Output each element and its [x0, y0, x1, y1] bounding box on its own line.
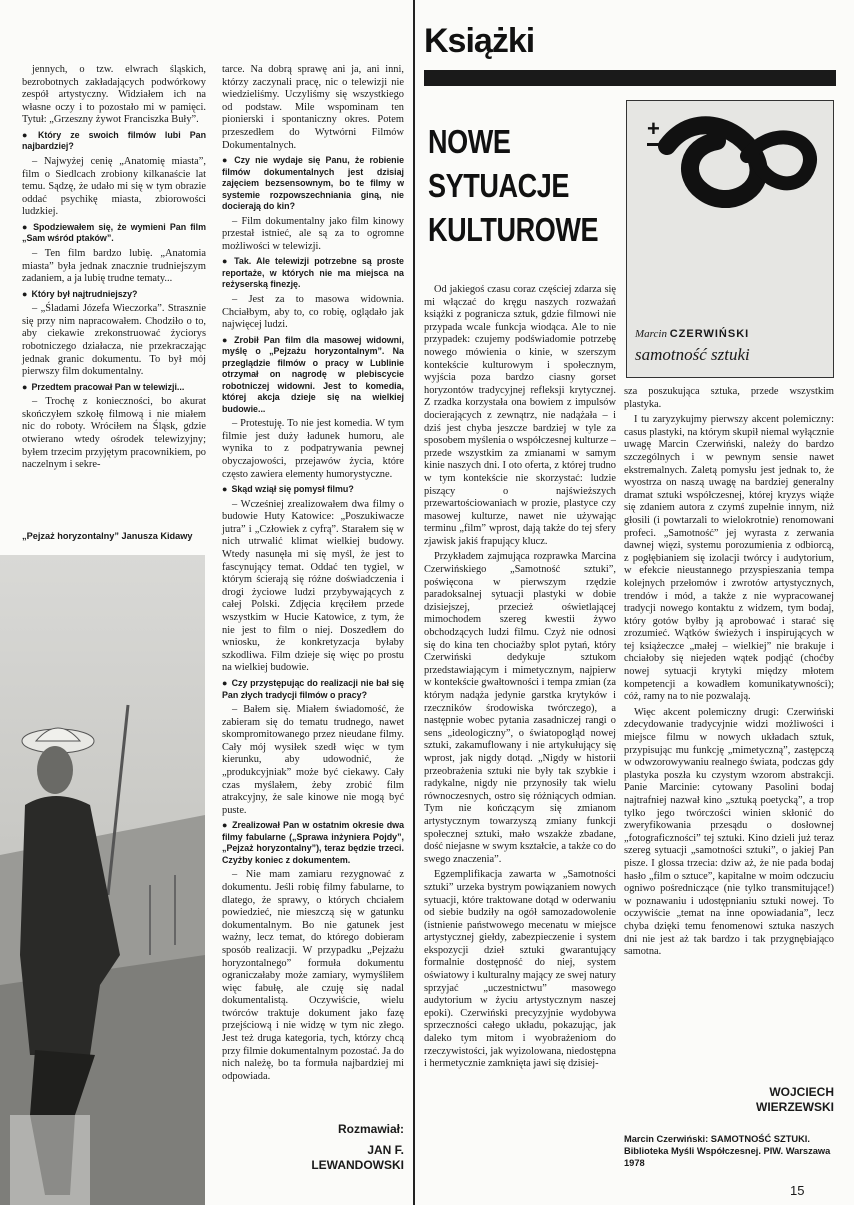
paragraph: tarce. Na dobrą sprawę ani ja, ani inni, którzy zaczynali pracę, nic o telewizji nie wiedzieliśmy. Uczyliśmy się wszystkiego od podstaw. Mile wspominam ten pionierski i spontaniczny okres. Potem przeszedłem do Wytwórni Filmów Dokumentalnych.	[222, 64, 404, 151]
reviewer-name-line2: WIERZEWSKI	[756, 1100, 834, 1114]
interview-question: ● Czy nie wydaje się Panu, że robienie filmów dokumentalnych jest dzisiaj zajęciem bezsensownym, bo te filmy w systemie rozpowszechniania giną, nie docierają do kin?	[222, 155, 404, 213]
paragraph: jennych, o tzw. elwrach śląskich, bezrobotnych zakładających podwórkowy zespół artystyczny. Widziałem ich na własne oczy i to pozostało mi w pamięci. Tytuł: „Grzeszny żywot Franciszka Buły”.	[22, 64, 206, 126]
article-headline	[428, 120, 618, 252]
interview-column-2	[222, 64, 404, 1086]
review-column-2	[624, 386, 834, 962]
paragraph: – Film dokumentalny jako film kinowy przestał istnieć, ale są za to ogromne możliwości w telewizji.	[222, 215, 404, 252]
column-divider	[413, 0, 415, 1205]
film-still-photo	[0, 555, 205, 1205]
book-author-last: CZERWIŃSKI	[669, 328, 750, 340]
book-cover-art	[627, 101, 833, 321]
paragraph: – Jest za to masowa widownia. Chciałbym, aby to, co robię, oglądało jak najwięcej ludzi.	[222, 293, 404, 331]
paragraph: – „Śladami Józefa Wieczorka”. Strasznie się przy nim napracowałem. Chodziło o to, aby ciekawie zrekonstruować życiorys robotniczego działacza, nie przekraczając jednak granic dokumentu. To był mój pierwszy film dokumentalny.	[22, 303, 206, 378]
interviewer-name-line2: LEWANDOWSKI	[311, 1158, 404, 1172]
interview-question: ● Zrobił Pan film dla masowej widowni, myślę o „Pejzażu horyzontalnym”. Na przeglądzie filmów o pracy w Lublinie otrzymał on nagrodę w plebiscycie robotniczej widowni. Jest to komedia, której akcja dzieje się na wielkiej budowie...	[222, 335, 404, 416]
interview-question: ● Zrealizował Pan w ostatnim okresie dwa filmy fabularne („Sprawa inżyniera Pojdy”, „Pejzaż horyzontalny”), teraz będzie trzeci. Czyżby koniec z dokumentem.	[222, 820, 404, 866]
paragraph: – Nie mam zamiaru rezygnować z dokumentu. Jeśli robię filmy fabularne, to dlatego, że sprawy, o których chciałem powiedzieć, nie mieszczą się w gatunku dokumentalnym. Bo nie gatunek jest ważny, lecz temat, do którego dobieram sposób realizacji. W przypadku „Pejzażu horyzontalnego” formuła dokumentu ograniczałaby może zamiary, wymyśliłem więc fabułę, ale czuję się nadal dokumentalistą. Oczywiście, wielu twórców traktuje dokument jako fazę przejściową i nie widzę w tym nic złego. Jest też druga kategoria, tych, którzy chcą przy filmie dokumentalnym pozostać. Ja do nich należę, bo ta formuła najbardziej mi odpowiada.	[222, 869, 404, 1082]
section-header-bar	[424, 70, 836, 86]
book-author	[635, 328, 749, 340]
interview-question: ● Tak. Ale telewizji potrzebne są proste reportaże, w których nie ma miejsca na reżyserską finezję.	[222, 256, 404, 291]
paragraph: Przykładem zajmująca rozprawka Marcina Czerwińskiego „Samotność sztuki”, poświęcona w pierwszym rzędzie paradoksalnej sytuacji plastyki w dobie dzisiejszej, przecież oświetlającej mimochodem szereg kwestii żywo obchodzących ludzi filmu. Czyż nie odnosi się do kina ten chociażby splot pytań, który Czerwiński dedykuje sztukom przedstawiającym i mimetycznym, najpierw w kontekście gwałtowności i tempa zmian (za którym nadąża jedynie garstka krytyków i rzeczników środowiska twórczego), a następnie wobec pytania zasadniczej rangi o sens „ideologiczny”, o światopogląd nowej sztuki, zakamuflowany i nie artykułujący się wprost, jak nigdy dotąd. „Nigdy w historii przeobrażenia sztuki nie były tak szybkie i radykalne, nigdy nie przynosiły tak wielu równoczesnych, ostro się różniących odmian. Tym nie kończącym się zmianom artystycznym towarzyszą zmiany funkcji społecznej sztuki, mało wszakże zbadane, dość niejasne w swym kształcie, a także co do swego znaczenia”.	[424, 551, 616, 865]
interviewer-name-line1: JAN F.	[367, 1143, 404, 1157]
interview-column-1	[22, 64, 206, 475]
paragraph: I tu zaryzykujmy pierwszy akcent polemiczny: casus plastyki, na którym skupił niemal wyłącznie uwagę Marcin Czerwiński, należy do bardzo szczególnych i w pewnym sensie nawet ekstremalnych. Zaletą pomysłu jest jednak to, że wyostrza on naszą uwagę na bardziej generalny dramat sztuki współczesnej, której kryzys wiąże się zdaniem autora z czymś zupełnie innym, niż głosili (i powtarzali to wielokrotnie) renomowani profeci. „Samotność” jej wyrasta z zerwania dawnej więzi, systemu porozumienia z odbiorcą, z pogłębianiem się izolacji twórcy i audytorium, w efekcie nieustannego przyspieszania tempa kolejnych przełomów i zwrotów artystycznych, trendów i mód, a także z nie wypracowanej tradycji nowego kontaktu z widzem, tym bodaj, który gotów byłby ją aprobować i starać się zrozumieć. Wątków świeżych i inspirujących w tej książeczce „małej – wielkiej” nie brakuje i chciałoby się niejeden wątek podjąć (choćby nowej sytuacji krytyki między młotem kompetencji a kowadłem komunikatywności); cóż, ramy na to nie pozwalają.	[624, 414, 834, 703]
paragraph: – Ten film bardzo lubię. „Anatomia miasta” była jednak znacznie trudniejszym zadaniem, a ja lubię trudne tematy...	[22, 247, 206, 285]
interview-question: ● Spodziewałem się, że wymieni Pan film „Sam wśród ptaków”.	[22, 222, 206, 245]
paragraph: – Trochę z konieczności, bo akurat skończyłem szkołę filmową i nie miałem nic do roboty. Wróciłem na Śląsk, gdzie otwierano wtedy ośrodek telewizyjny; byłem trzecim przyjętym pracownikiem, po naczelnym i sekre-	[22, 396, 206, 471]
book-title: samotność sztuki	[635, 345, 750, 364]
paragraph: – Najwyżej cenię „Anatomię miasta”, film o Siedlcach zrobiony kilkanaście lat temu. Sądzę, że udało mi się w tym obrazie oddać psychikę miasta, zbiorowości ludzkiej.	[22, 155, 206, 218]
paragraph: Egzemplifikacja zawarta w „Samotności sztuki” urzeka bystrym powiązaniem nowych sytuacji, które traktowane dotąd w oderwaniu od siebie budziły na ogół samozadowolenie (istnienie państwowego mecenatu w miejsce artystycznej giełdy, zabezpieczenie i system ekspozycji dzieł sztuki gwarantujący formalnie dostępność do niej, system oświatowy i kulturalny mający ze swej natury sprzyjać „uczestnictwu” masowego audytorium w życiu artystycznym naszej epoki). Czerwiński precyzyjnie wydobywa sprzeczności całego układu, pokazując, jak daleko tym mitom i wyobrażeniom do rzeczywistości, jak wyizolowana, niedostępna i hermetycznie zamknięta jawi się dzisiej-	[424, 869, 616, 1070]
paragraph: sza poszukująca sztuka, przede wszystkim plastyka.	[624, 386, 834, 410]
interview-question: ● Przedtem pracował Pan w telewizji...	[22, 382, 206, 394]
review-column-1	[424, 284, 616, 1074]
paragraph: – Bałem się. Miałem świadomość, że zabieram się do tematu trudnego, nawet skompromitowanego przez nieudane filmy. Cały mój wysiłek szedł więc w tym kierunku, aby udowodnić, że „produkcyjniak” może być ciekawy. Cały czas myślałem, żeby zrobić film atrakcyjny, że sale kinowe nie mogą być puste.	[222, 704, 404, 816]
paragraph: Od jakiegoś czasu coraz częściej zdarza się mi włączać do kręgu naszych rozważań książki z pogranicza sztuk, gdzie filmowi nie przypada wcale funkcja wiodąca. Ale to nie przypadek: czujemy podświadomie potrzebę nowego mówienia o kinie, w szerszym kontekście kulturowym i społecznym, wyjścia poza bardzo ciasny gorset horyzontów tradycyjnej refleksji krytycznej. Z rzadka korzystała ona bowiem z impulsów docierających z zewnątrz, nie nadążała – i dziś jest chyba jeszcze bardziej w tyle za sposobem myślenia o współczesnej kulturze – przede wszystkim za zmianami w samym kinie naszych dni. I oto oferta, z której trudno w tym kontekście nie skorzystać: ludzie piszący o najświeższych przewartościowaniach w prozie, plastyce czy masowej kulturze, nawet nie używając terminu „film” wprost, dają także do tej sfery zjawisk jakiś frapujący klucz.	[424, 284, 616, 547]
book-cover	[626, 100, 834, 378]
book-author-first: Marcin	[635, 328, 667, 340]
book-bibliographic-note: Marcin Czerwiński: SAMOTNOŚĆ SZTUKI. Biblioteka Myśli Współczesnej. PIW. Warszawa 1978	[624, 1134, 831, 1168]
interview-question: ● Który był najtrudniejszy?	[22, 289, 206, 301]
interviewer-label: Rozmawiał:	[337, 1122, 404, 1136]
reviewer-name-line1: WOJCIECH	[769, 1085, 834, 1099]
svg-text:+: +	[647, 116, 660, 141]
headline-line-1: NOWE	[428, 123, 511, 160]
reviewer-signature	[624, 1085, 834, 1115]
headline-line-3: KULTUROWE	[428, 211, 599, 248]
section-header: Książki	[424, 22, 535, 60]
headline-line-2: SYTUACJE	[428, 167, 570, 204]
paragraph: – Wcześniej zrealizowałem dwa filmy o budowie Huty Katowice: „Poszukiwacze jutra” i „Człowiek z cyfrą”. Starałem się w nich utrwalić klimat wielkiej budowy. Wtedy nasunęła mi się myśl, że jest to fascynujący temat. Oddać ten tygiel, w którym ścierają się różne doświadczenia i drogi życiowe ludzi przybywających z całej Polski. Zdjęcia kręciłem przede wszystkim w Hucie Katowice, z tym, że nie jest to film o niej. Doszedłem do wniosku, że konkretyzacja byłaby szkodliwa. Film dzieje się więc po prostu na wielkiej budowie.	[222, 498, 404, 674]
interviewer-signature	[222, 1122, 404, 1173]
paragraph: Więc akcent polemiczny drugi: Czerwiński zdecydowanie tradycyjnie widzi możliwości i miejsce filmu w nowych układach sztuk, przypisując mu funkcję „mimetyczną”, zastępczą w odwzorowywaniu realnego świata, podczas gdy plastyka poszła ku czystym wzorom abstrakcji. Panie Marcinie: cytowany Pasolini bodaj najtrafniej nazwał kino „sztuką poetycką”, a trop tylko jego twórczości winien skłonić do zweryfikowania przesądu o dosłownej „fotograficzności” tej sztuki. Kino dzieli już teraz szereg sytuacji „samotności sztuki”, o jakiej Pan pisze. I glossa trzecia: dziw aż, że nie pada bodaj hasło „film o sztuce”, kapitalne w moim odczuciu ogniwo pośredniczące (nie tylko transmitujące!) w poznawaniu i udostępnianiu sztuki nowej. To oczywiście „temat na inne opowiadania”, lecz chyba dzięki temu fenomenowi sztuka naszych dni nie jest aż tak bardzo i tak przygnębiająco samotna.	[624, 706, 834, 958]
interview-question: ● Czy przystępując do realizacji nie bał się Pan złych tradycji filmów o pracy?	[222, 678, 404, 701]
interview-question: ● Który ze swoich filmów lubi Pan najbardziej?	[22, 130, 206, 153]
page-number: 15	[790, 1183, 805, 1198]
paragraph: – Protestuję. To nie jest komedia. W tym filmie jest duży ładunek humoru, ale wynika to z podpatrywania pewnej obyczajowości, przejawów życia, które często zawiera elementy humorystyczne.	[222, 418, 404, 480]
photo-caption: „Pejzaż horyzontalny” Janusza Kidawy	[22, 531, 193, 541]
interview-question: ● Skąd wziął się pomysł filmu?	[222, 484, 404, 496]
